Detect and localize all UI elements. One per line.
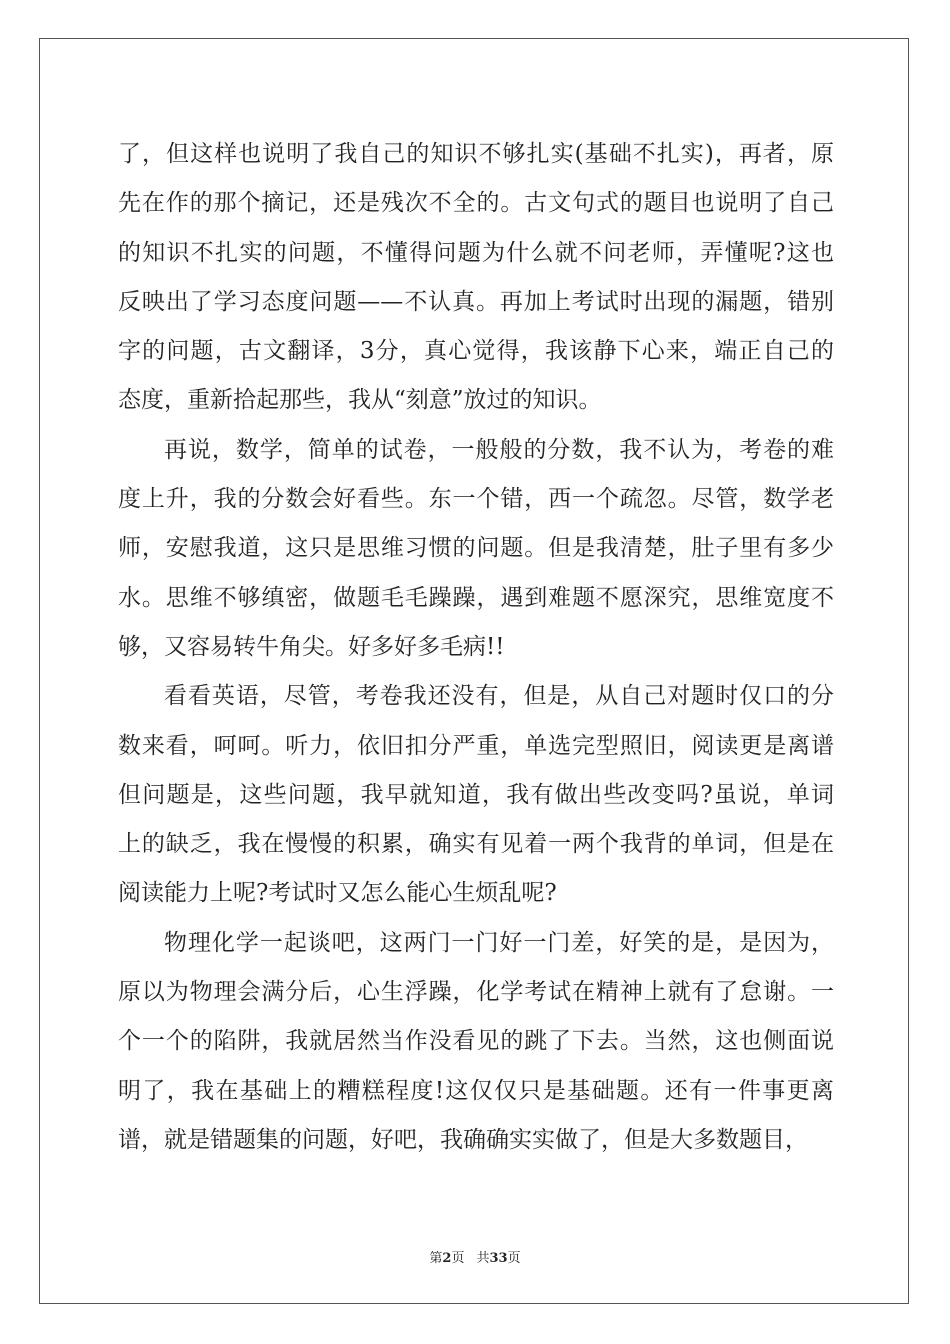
page-prefix: 第 xyxy=(429,1251,443,1266)
paragraph xyxy=(118,672,834,918)
text-line: 数来看，呵呵。听力，依旧扣分严重，单选完型照旧，阅读更是离谱 xyxy=(118,732,834,759)
total-prefix: 共 xyxy=(476,1251,490,1266)
paragraph xyxy=(118,130,834,426)
text-line: 原以为物理会满分后，心生浮躁，化学考试在精神上就有了怠谢。一 xyxy=(118,979,834,1006)
text-line: 上的缺乏，我在慢慢的积累，确实有见着一两个我背的单词，但是在 xyxy=(118,831,834,858)
text-line: 物理化学一起谈吧，这两门一门好一门差，好笑的是，是因为， xyxy=(164,929,834,956)
text-line: 阅读能力上呢?考试时又怎么能心生烦乱呢? xyxy=(118,880,557,907)
text-line: 明了，我在基础上的糟糕程度!这仅仅只是基础题。还有一件事更离 xyxy=(118,1077,834,1104)
text-line: 看看英语，尽管，考卷我还没有，但是，从自己对题时仅口的分 xyxy=(164,683,834,710)
text-line: 水。思维不够缜密，做题毛毛躁躁，遇到难题不愿深究，思维宽度不 xyxy=(118,584,834,611)
page-footer xyxy=(0,1247,950,1266)
text-line: 了，但这样也说明了我自己的知识不够扎实(基础不扎实)，再者，原 xyxy=(118,141,834,167)
text-line: 度上升，我的分数会好看些。东一个错，西一个疏忽。尽管，数学老 xyxy=(118,486,834,513)
total-pages: 33 xyxy=(489,1251,508,1266)
text-line: 的知识不扎实的问题，不懂得问题为什么就不问老师，弄懂呢?这也 xyxy=(118,239,834,266)
paragraph xyxy=(118,426,834,672)
document-body xyxy=(118,130,834,1165)
text-line: 个一个的陷阱，我就居然当作没看见的跳了下去。当然，这也侧面说 xyxy=(118,1028,834,1055)
text-line: 但问题是，这些问题，我早就知道，我有做出些改变吗?虽说，单词 xyxy=(118,781,834,808)
text-line: 先在作的那个摘记，还是残次不全的。古文句式的题目也说明了自己 xyxy=(118,190,834,217)
page-suffix: 页 xyxy=(451,1251,465,1266)
page-number: 2 xyxy=(442,1251,452,1266)
text-line: 师，安慰我道，这只是思维习惯的问题。但是我清楚，肚子里有多少 xyxy=(118,535,834,562)
text-line: 字的问题，古文翻译，3分，真心觉得，我该静下心来，端正自己的 xyxy=(118,338,834,365)
text-line: 再说，数学，简单的试卷，一般般的分数，我不认为，考卷的难 xyxy=(164,436,834,463)
paragraph xyxy=(118,919,834,1165)
total-suffix: 页 xyxy=(507,1251,521,1266)
text-line: 谱，就是错题集的问题，好吧，我确确实实做了，但是大多数题目， xyxy=(118,1126,808,1153)
text-line: 够，又容易转牛角尖。好多好多毛病!! xyxy=(118,633,505,660)
text-line: 态度，重新拾起那些，我从“刻意”放过的知识。 xyxy=(118,387,602,414)
text-line: 反映出了学习态度问题——不认真。再加上考试时出现的漏题，错别 xyxy=(118,288,834,315)
